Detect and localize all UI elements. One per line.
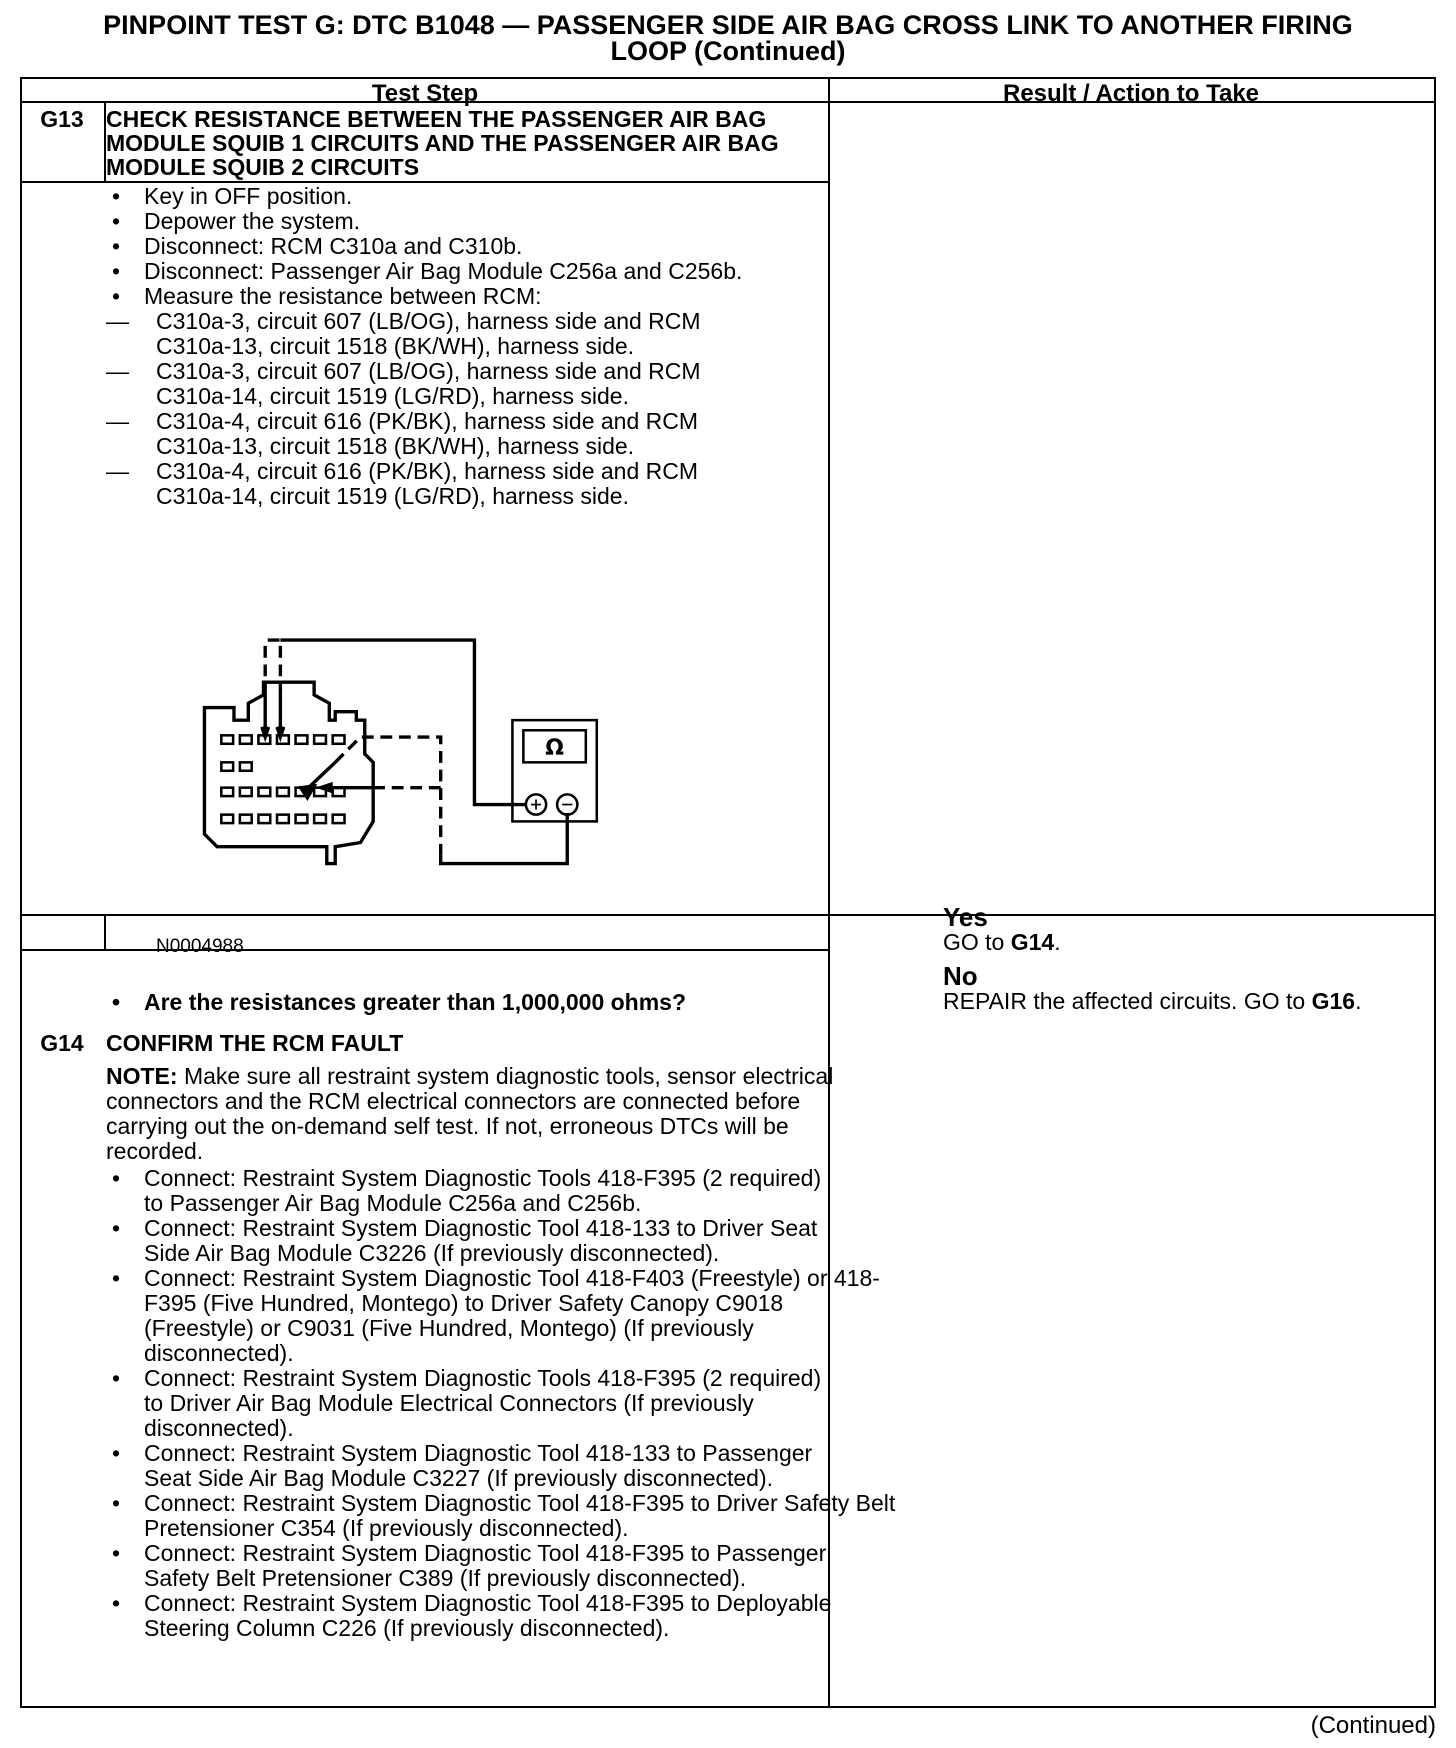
list-item-text: Measure the resistance between RCM:	[144, 283, 542, 309]
list-item: • Disconnect: RCM C310a and C310b.	[106, 234, 926, 259]
test-probes-top	[262, 695, 284, 737]
list-item: • Connect: Restraint System Diagnostic Tool 418-133 to Passenger Seat Side Air Bag Module C3227 (If previously disconnected).	[106, 1441, 846, 1491]
g13-result	[943, 904, 1423, 1014]
header-result-action: Result / Action to Take	[1002, 80, 1260, 107]
measurement-item: — C310a-4, circuit 616 (PK/BK), harness side and RCM C310a-14, circuit 1519 (LG/RD), harness side.	[106, 459, 746, 509]
pin-row-4	[221, 815, 344, 823]
note-label: NOTE:	[106, 1063, 178, 1089]
g13-title-rule	[22, 181, 828, 183]
list-item: • Depower the system.	[106, 209, 926, 234]
test-probes-middle	[301, 762, 374, 797]
list-item: • Connect: Restraint System Diagnostic Tools 418-F395 (2 required) to Passenger Air Bag Module C256a and C256b.	[106, 1166, 846, 1216]
list-item: • Connect: Restraint System Diagnostic Tool 418-F395 to Driver Safety Belt Pretensioner C354 (If previously disconnected).	[106, 1491, 896, 1541]
list-item: • Disconnect: Passenger Air Bag Module C256a and C256b.	[106, 259, 926, 284]
no-action: REPAIR the affected circuits. GO to G16.	[943, 988, 1362, 1014]
step-title-g13-line-1: CHECK RESISTANCE BETWEEN THE PASSENGER AIR BAG	[106, 106, 767, 132]
g14-bullet-list	[106, 1166, 926, 1641]
list-item: • Connect: Restraint System Diagnostic Tool 418-F403 (Freestyle) or 418-F395 (Five Hundred, Montego) to Driver Safety Canopy C9018 (Freestyle) or C9031 (Five Hundred, Montego) (If previously disconnected).	[106, 1266, 896, 1366]
no-action-text: REPAIR the affected circuits. GO to	[943, 988, 1312, 1014]
measurement-item: — C310a-3, circuit 607 (LB/OG), harness side and RCM C310a-13, circuit 1518 (BK/WH), harness side.	[106, 309, 746, 359]
figure-id: N0004988	[156, 936, 244, 957]
connector-ohmmeter-diagram	[196, 620, 736, 930]
page-title	[20, 12, 1436, 64]
step-id-divider-g14	[104, 915, 106, 951]
step-title-g14: CONFIRM THE RCM FAULT	[106, 1030, 404, 1056]
no-label: No	[943, 961, 978, 991]
note	[106, 1064, 836, 1164]
g13-instructions	[106, 184, 926, 509]
list-item: • Connect: Restraint System Diagnostic Tool 418-133 to Driver Seat Side Air Bag Module C3226 (If previously disconnected).	[106, 1216, 846, 1266]
list-item: • Connect: Restraint System Diagnostic Tool 418-F395 to Deployable Steering Column C226 (If previously disconnected).	[106, 1591, 896, 1641]
dashed-lead-top-2	[265, 640, 280, 695]
header-test-step: Test Step	[371, 80, 479, 107]
step-id-g14: G14	[40, 1030, 84, 1056]
g14-instructions	[106, 1064, 926, 1641]
g13-question	[106, 990, 926, 1014]
question-text: Are the resistances greater than 1,000,000 ohms?	[144, 989, 687, 1015]
yes-label: Yes	[943, 902, 988, 932]
no-target-link[interactable]: G16	[1311, 988, 1356, 1014]
dashed-lead-middle	[335, 737, 440, 855]
ohm-symbol-icon: Ω	[545, 735, 564, 761]
g14-title-rule	[22, 949, 828, 951]
measurement-item: — C310a-4, circuit 616 (PK/BK), harness side and RCM C310a-13, circuit 1518 (BK/WH), harness side.	[106, 409, 746, 459]
bullet: •	[112, 989, 121, 1015]
yes-action-text: GO to	[943, 929, 1011, 955]
step-id-g13: G13	[40, 106, 84, 132]
title-line-1: PINPOINT TEST G: DTC B1048 — PASSENGER SIDE AIR BAG CROSS LINK TO ANOTHER FIRING	[103, 10, 1353, 40]
list-item	[106, 284, 926, 509]
title-line-2: LOOP (Continued)	[610, 36, 846, 66]
step-title-g13	[106, 107, 926, 179]
note-text: Make sure all restraint system diagnostic tools, sensor electrical connectors and the RCM electrical connectors are connected before carrying out the on-demand self test. If not, erroneous DTCs will be recorded.	[106, 1063, 834, 1164]
yes-action: GO to G14.	[943, 929, 1061, 955]
list-item: • Connect: Restraint System Diagnostic Tools 418-F395 (2 required) to Driver Air Bag Module Electrical Connectors (If previously disconnected).	[106, 1366, 846, 1441]
list-item: • Key in OFF position.	[106, 184, 926, 209]
list-item: • Connect: Restraint System Diagnostic Tool 418-F395 to Passenger Safety Belt Pretensioner C389 (If previously disconnected).	[106, 1541, 846, 1591]
continued-footer: (Continued)	[1310, 1712, 1436, 1739]
pin-row-2	[221, 762, 251, 770]
measurement-list	[106, 309, 926, 509]
yes-target-link[interactable]: G14	[1010, 929, 1055, 955]
g13-bullet-list	[106, 184, 926, 509]
pin-row-1	[221, 735, 344, 743]
connector-housing	[204, 682, 373, 863]
step-title-g13-line-3: MODULE SQUIB 2 CIRCUITS	[106, 154, 420, 180]
step-title-g13-line-2: MODULE SQUIB 1 CIRCUITS AND THE PASSENGER AIR BAG	[106, 130, 779, 156]
measurement-item: — C310a-3, circuit 607 (LB/OG), harness side and RCM C310a-14, circuit 1519 (LG/RD), harness side.	[106, 359, 746, 409]
